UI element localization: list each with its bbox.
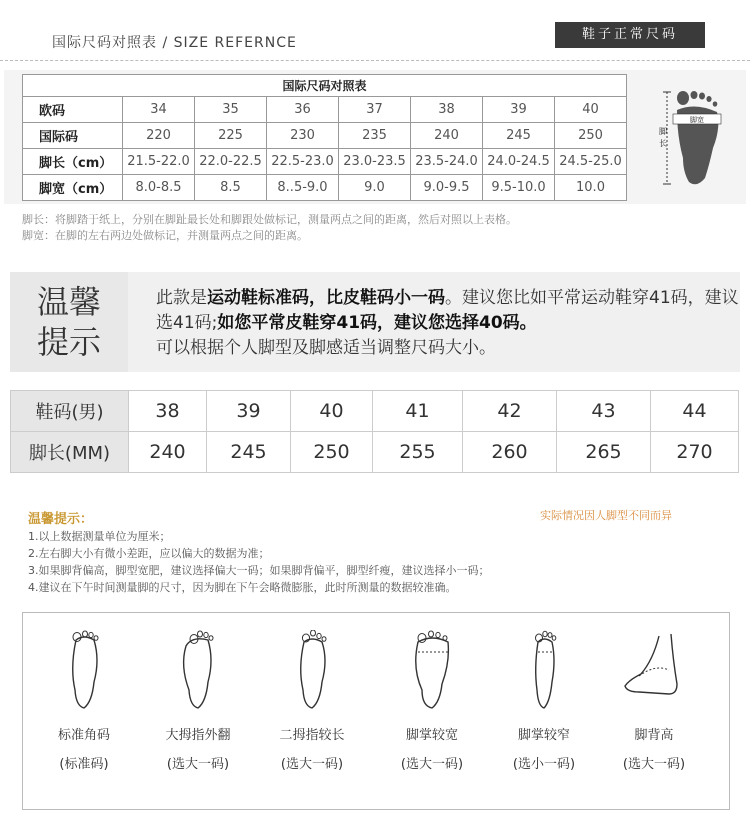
foot-narrow-icon [524, 630, 564, 712]
table-row [11, 432, 739, 473]
foot-type-standard [34, 630, 134, 772]
foot-standard-icon [64, 630, 104, 712]
list-item: 1.以上数据测量单位为厘米； [28, 530, 171, 543]
foot-type-narrow [494, 630, 594, 772]
table-cell: 240 [129, 432, 207, 473]
tips-text [156, 286, 740, 361]
table-cell: 245 [483, 123, 555, 149]
table-cell: 42 [463, 391, 557, 432]
tips-seg: 此款是 [156, 288, 207, 308]
foot-type-wide [382, 630, 482, 772]
measure-notes [22, 212, 517, 244]
foot-type-name: 脚背高 [634, 728, 674, 743]
foot-bunion-icon [178, 630, 218, 712]
row-label: 脚长（cm） [23, 149, 123, 175]
table-cell: 23.0-23.5 [339, 149, 411, 175]
foot-type-name: 脚掌较窄 [517, 728, 570, 743]
table-cell: 43 [557, 391, 651, 432]
row-label: 脚长(MM) [11, 432, 129, 473]
foot-length-label-2: 长 [659, 139, 667, 148]
table-cell: 230 [267, 123, 339, 149]
table-cell: 37 [339, 97, 411, 123]
table-cell: 245 [207, 432, 291, 473]
table-cell: 8.0-8.5 [123, 175, 195, 201]
foot-length-label-1: 脚 [659, 127, 667, 136]
table-cell: 40 [291, 391, 373, 432]
table-cell: 36 [267, 97, 339, 123]
table-cell: 270 [651, 432, 739, 473]
page-title [52, 32, 297, 52]
table-cell: 240 [411, 123, 483, 149]
list-item: 4.建议在下午时间测量脚的尺寸，因为脚在下午会略微膨胀，此时所测量的数据较准确。 [28, 581, 457, 594]
table-cell: 40 [555, 97, 627, 123]
table-cell: 8.5 [195, 175, 267, 201]
table-cell: 260 [463, 432, 557, 473]
foot-type-name: 标准角码 [57, 728, 110, 743]
table-row [23, 175, 627, 201]
table-cell: 8..5-9.0 [267, 175, 339, 201]
table-row [23, 123, 627, 149]
tips-seg: 可以根据个人脚型及脚感适当调整尺码大小。 [156, 338, 496, 358]
foot-wide-icon [410, 630, 454, 712]
warm-tips-title: 温馨提示： [28, 512, 94, 527]
row-label: 国际码 [23, 123, 123, 149]
table-row [23, 97, 627, 123]
table-cell: 9.5-10.0 [483, 175, 555, 201]
row-label: 脚宽（cm） [23, 175, 123, 201]
title-cn: 国际尺码对照表 [52, 35, 157, 51]
foot-type-name: 大拇指外翻 [165, 728, 231, 743]
divider [0, 60, 750, 61]
foot-high-instep-icon [619, 630, 689, 712]
table-cell: 35 [195, 97, 267, 123]
row-label: 欧码 [23, 97, 123, 123]
note-width: 脚宽：在脚的左右两边处做标记，并测量两点之间的距离。 [22, 229, 308, 242]
list-item: 3.如果脚背偏高，脚型宽肥，建议选择偏大一码；如果脚背偏平，脚型纤瘦，建议选择小一码； [28, 564, 490, 577]
tips-heading [10, 272, 128, 372]
table-cell: 21.5-22.0 [123, 149, 195, 175]
table-cell: 9.0-9.5 [411, 175, 483, 201]
warm-tips-note: 实际情况因人脚型不同而异 [540, 509, 672, 522]
table-cell: 38 [411, 97, 483, 123]
table-cell: 24.5-25.0 [555, 149, 627, 175]
table-cell: 41 [373, 391, 463, 432]
foot-type-name: 脚掌较宽 [405, 728, 458, 743]
foot-width-label: 脚宽 [690, 116, 704, 124]
table-row [11, 391, 739, 432]
table-cell: 225 [195, 123, 267, 149]
table-cell: 39 [483, 97, 555, 123]
foot-type-advice: (选大一码) [166, 757, 230, 772]
warm-tips-list [28, 528, 490, 596]
foot-type-advice: (选大一码) [400, 757, 464, 772]
table-cell: 22.5-23.0 [267, 149, 339, 175]
foot-type-name: 二拇指较长 [279, 728, 345, 743]
table-row [23, 149, 627, 175]
foot-second-toe-icon [292, 630, 332, 712]
foot-type-advice: (选大一码) [622, 757, 686, 772]
tips-seg-bold: 运动鞋标准码，比皮鞋码小一码 [207, 288, 445, 308]
list-item: 2.左右脚大小有微小差距，应以偏大的数据为准； [28, 547, 270, 560]
foot-type-bunion [148, 630, 248, 772]
table-cell: 34 [123, 97, 195, 123]
table-cell: 9.0 [339, 175, 411, 201]
tips-seg-bold: 如您平常皮鞋穿41码，建议您选择40码。 [217, 313, 537, 333]
foot-type-advice: (选大一码) [280, 757, 344, 772]
row-label: 鞋码(男) [11, 391, 129, 432]
table-cell: 220 [123, 123, 195, 149]
table-cell: 250 [555, 123, 627, 149]
table-cell: 23.5-24.0 [411, 149, 483, 175]
foot-type-advice: (选小一码) [512, 757, 576, 772]
table-cell: 10.0 [555, 175, 627, 201]
foot-type-advice: (标准码) [59, 757, 109, 772]
table-cell: 24.0-24.5 [483, 149, 555, 175]
tips-heading-1: 温馨 [36, 283, 101, 321]
table-cell: 22.0-22.5 [195, 149, 267, 175]
men-size-table [10, 390, 739, 473]
table-cell: 250 [291, 432, 373, 473]
size-table [22, 74, 627, 201]
foot-measure-icon [655, 88, 735, 188]
table-cell: 38 [129, 391, 207, 432]
table-cell: 255 [373, 432, 463, 473]
title-en: / SIZE REFERNCE [157, 35, 297, 51]
size-badge: 鞋子正常尺码 [555, 22, 705, 48]
table-cell: 235 [339, 123, 411, 149]
foot-type-high-instep [604, 630, 704, 772]
note-length: 脚长：将脚踏于纸上，分别在脚趾最长处和脚跟处做标记，测量两点之间的距离，然后对照以上表格。 [22, 213, 517, 226]
table-cell: 265 [557, 432, 651, 473]
table-cell: 39 [207, 391, 291, 432]
table-cell: 44 [651, 391, 739, 432]
size-table-caption: 国际尺码对照表 [23, 75, 627, 97]
tips-heading-2: 提示 [36, 323, 101, 361]
tips-seg: 。建议您比如平常运动鞋穿41码，建议选41码; [156, 288, 739, 333]
foot-type-long-second-toe [262, 630, 362, 772]
